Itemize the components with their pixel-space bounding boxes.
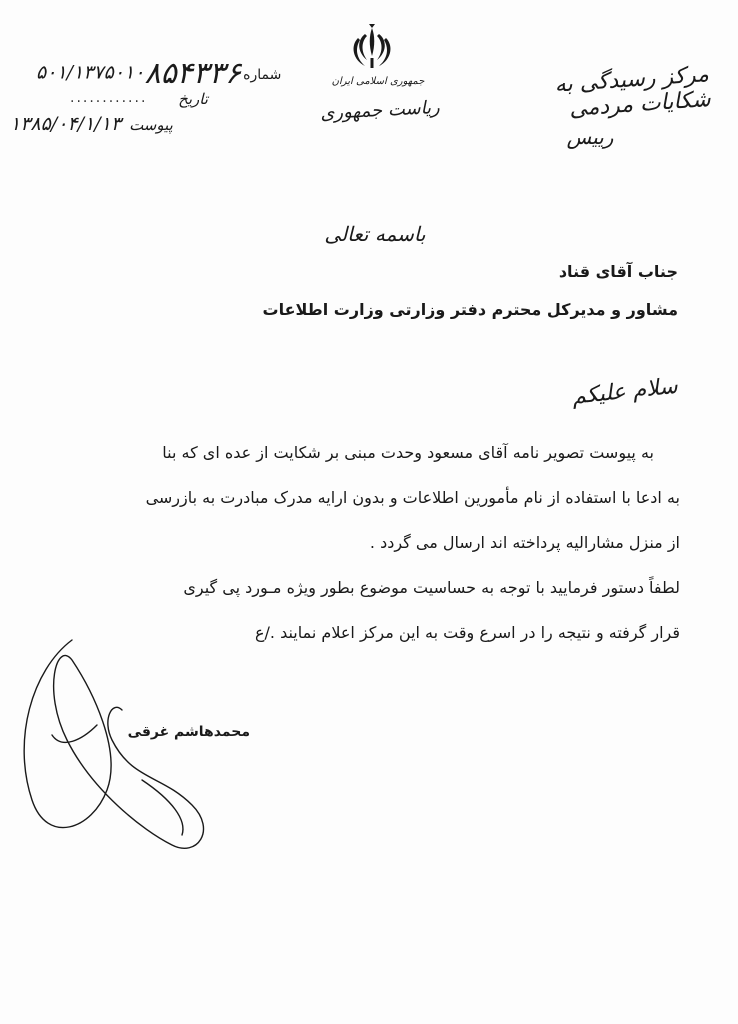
signature-icon: [12, 630, 252, 860]
bismillah: باسمه تعالی: [324, 222, 426, 246]
country-label: جمهوری اسلامی ایران: [331, 76, 425, 87]
addressee-name: جناب آقای قناد: [558, 262, 678, 281]
iran-emblem-icon: [347, 22, 397, 74]
attachment-line: [10, 113, 210, 135]
attachment-label: پیوست: [129, 116, 173, 134]
date-label: تاریخ: [178, 90, 208, 108]
stamp-number: ۸۵۴۳۳۶: [144, 56, 242, 91]
date-value: ............: [70, 90, 148, 106]
body-line: به پیوست تصویر نامه آقای مسعود وحدت مبنی بر شکایت از عده ای که بنا: [162, 443, 654, 462]
letter-body: [90, 430, 680, 655]
body-line: قرار گرفته و نتیجه را در اسرع وقت به این مرکز اعلام نمایند ./ع: [254, 623, 680, 642]
reference-number: [36, 56, 336, 91]
greeting: سلام علیکم: [570, 373, 679, 410]
handwritten-center-name: مرکز رسیدگی به شکایات مردمی: [553, 62, 712, 122]
attachment-value: ۱۳۸۵/۰۴/۱/۱۳: [10, 113, 122, 135]
body-line: لطفاً دستور فرمایید با توجه به حساسیت موضوع بطور ویژه مـورد پی گیری: [183, 578, 680, 597]
presidency-label: ریاست جمهوری: [319, 96, 441, 125]
signer-name: محمدهاشم غرقی: [127, 724, 250, 740]
reference-number-value: ۵۰۱/۱۳۷۵۰۱۰: [36, 61, 145, 84]
body-line: به ادعا با استفاده از نام مأمورین اطلاعات و بدون ارایه مدرک مبادرت به بازرسی: [145, 488, 680, 507]
reference-number-label: شماره: [243, 66, 282, 83]
addressee-title: مشاور و مدیرکل محترم دفتر وزارتی وزارت اطلاعات: [262, 300, 678, 319]
handwritten-role: رییس: [566, 125, 614, 149]
body-line: از منزل مشارالیه پرداخته اند ارسال می گردد .: [369, 533, 680, 552]
